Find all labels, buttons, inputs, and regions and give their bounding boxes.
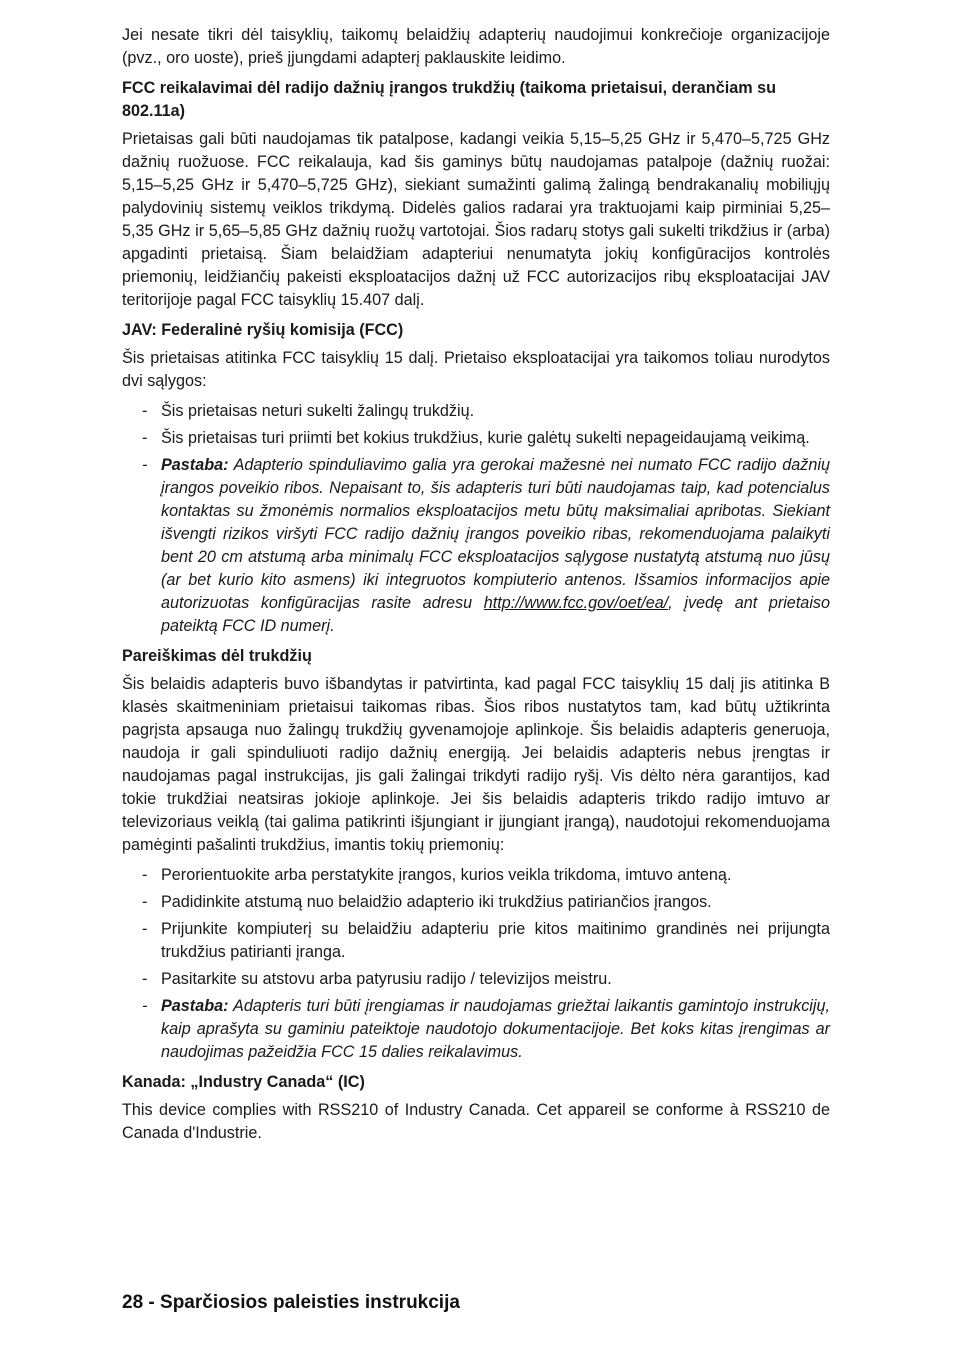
intro-paragraph: Jei nesate tikri dėl taisyklių, taikomų belaidžių adapterių naudojimui konkrečioje organizacijoje (pvz., oro uoste), prieš įjungdami adapterį paklauskite leidimo. (122, 26, 830, 67)
list-item: - Prijunkite kompiuterį su belaidžiu adapteriu prie kitos maitinimo grandinės nei prijungta trukdžius patirianti įranga. (122, 918, 830, 964)
canada-paragraph: This device complies with RSS210 of Industry Canada. Cet appareil se conforme à RSS210 de Canada d'Industrie. (122, 1101, 830, 1142)
list-item: - Šis prietaisas turi priimti bet kokius trukdžius, kurie galėtų sukelti nepageidaujamą veikimą. (122, 427, 830, 450)
page-footer: 28 - Sparčiosios paleisties instrukcija (122, 1292, 460, 1313)
fcc-radio-section (122, 77, 830, 312)
interference-section (122, 645, 830, 1064)
document-page (122, 24, 830, 1152)
fcc-radio-heading: FCC reikalavimai dėl radijo dažnių įrangos trukdžių (taikoma prietaisui, derančiam su 802.11a) (122, 79, 776, 120)
interference-note-item (122, 995, 830, 1064)
fcc-us-section (122, 319, 830, 638)
note-text: Adapterio spinduliavimo galia yra gerokai mažesnė nei numato FCC radijo dažnių įrangos poveikio ribos. Nepaisant to, šis adapteris turi būti naudojamas taip, kad potencialus kontaktas su žmonėmis normalios eksploatacijos metu būtų maksimaliai apribotas. Siekiant išvengti rizikos viršyti FCC radijo dažnių įrangos poveikio ribas, rekomenduojama palaikyti bent 20 cm atstumą arba minimalų FCC eksploatacijos sąlygose nustatytą atstumą nuo jūsų (ar bet kurio kito asmens) iki integruotos kompiuterio antenos. Išsamios informacijos apie autorizuotas konfigūracijas rasite adresu (161, 456, 830, 612)
canada-heading: Kanada: „Industry Canada“ (IC) (122, 1073, 365, 1091)
interference-heading: Pareiškimas dėl trukdžių (122, 647, 312, 665)
fcc-link[interactable]: http://www.fcc.gov/oet/ea/ (483, 594, 669, 612)
interference-measures-list (122, 864, 830, 1064)
list-item: - Pasitarkite su atstovu arba patyrusiu radijo / televizijos meistru. (122, 968, 830, 991)
fcc-us-paragraph: Šis prietaisas atitinka FCC taisyklių 15 dalį. Prietaiso eksploatacijai yra taikomos toliau nurodytos dvi sąlygos: (122, 349, 830, 390)
note-text: Adapteris turi būti įrengiamas ir naudojamas griežtai laikantis gamintojo instrukcijų, kaip aprašyta su gaminiu pateiktoje naudotojo dokumentacijoje. Bet koks kitas įrengimas ar naudojimas pažeidžia FCC 15 dalies reikalavimus. (161, 997, 830, 1061)
canada-section (122, 1071, 830, 1145)
fcc-us-heading: JAV: Federalinė ryšių komisija (FCC) (122, 321, 404, 339)
interference-paragraph: Šis belaidis adapteris buvo išbandytas ir patvirtinta, kad pagal FCC taisyklių 15 dalį jis atitinka B klasės skaitmeniniam prietaisui taikomas ribas. Šios ribos nustatytos tam, kad būtų užtikrinta pagrįsta apsauga nuo žalingų trukdžių gyvenamojoje aplinkoje. Šis belaidis adapteris generuoja, naudoja ir gali spinduliuoti radijo dažnių energiją. Jei belaidis adapteris nebus įrengtas ir naudojamas pagal instrukcijas, jis gali žalingai trikdyti radijo ryšį. Vis dėlto nėra garantijos, kad tokie trukdžiai neatsiras jokioje aplinkoje. Jei šis belaidis adapteris trikdo radijo imtuvo ar televizoriaus veiklą (tai galima patikrinti išjungiant ir įjungiant įrangą), naudotojui rekomenduojama pamėginti pašalinti trukdžius, imantis tokių priemonių: (122, 675, 830, 854)
fcc-radio-paragraph: Prietaisas gali būti naudojamas tik patalpose, kadangi veikia 5,15–5,25 GHz ir 5,470–5,725 GHz dažnių ruožuose. FCC reikalauja, kad šis gaminys būtų naudojamas patalpoje (dažnių ruožai: 5,15–5,25 GHz ir 5,470–5,725 GHz), siekiant sumažinti galimą žalingą bendrakanalių mobiliųjų palydovinių sistemų veiklos trikdymą. Didelės galios radarai yra traktuojami kaip pirminiai 5,25–5,35 GHz ir 5,65–5,85 GHz dažnių ruožų vartotojai. Šios radarų stotys gali sukelti trikdžius ir (arba) apgadinti prietaisą. Šiam belaidžiam adapteriui nenumatyta jokių konfigūracijos kontrolės priemonių, leidžiančių pakeisti eksploatacijos dažnį už FCC autorizacijos ribų eksploatacijai JAV teritorijoje pagal FCC taisyklių 15.407 dalį. (122, 130, 830, 309)
list-item: - Padidinkite atstumą nuo belaidžio adapterio iki trukdžius patiriančios įrangos. (122, 891, 830, 914)
list-item: - Perorientuokite arba perstatykite įrangos, kurios veikla trikdoma, imtuvo anteną. (122, 864, 830, 887)
list-item: - Šis prietaisas neturi sukelti žalingų trukdžių. (122, 400, 830, 423)
note-label: Pastaba: (161, 456, 229, 474)
fcc-conditions-list (122, 400, 830, 638)
fcc-note-item (122, 454, 830, 638)
note-text-end: , įvedę ant prietaiso pateiktą FCC ID numerį. (161, 594, 831, 635)
note-label: Pastaba: (161, 997, 229, 1015)
